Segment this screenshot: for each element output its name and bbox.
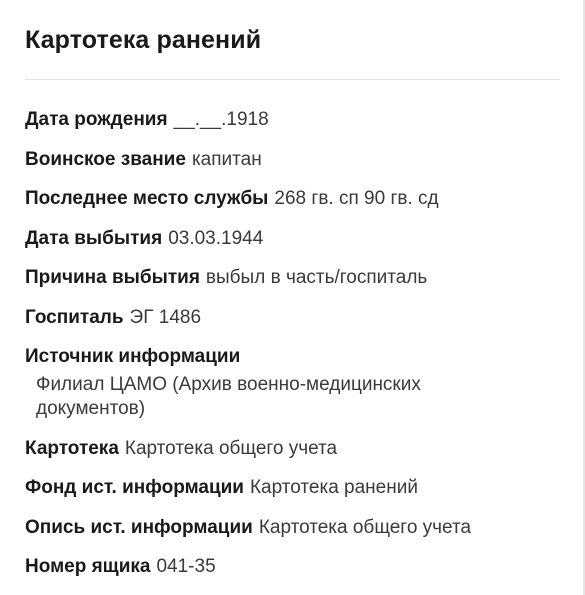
field-box-number (25, 555, 560, 579)
field-value: 041-35 (156, 556, 216, 577)
field-fund (25, 476, 560, 500)
field-value: Картотека ранений (249, 477, 418, 498)
field-label: Источник информации (25, 346, 241, 367)
field-military-rank (25, 148, 560, 172)
field-label: Опись ист. информации (25, 516, 253, 538)
field-departure-reason (25, 266, 560, 290)
field-label: Госпиталь (25, 306, 124, 328)
field-label: Причина выбытия (25, 267, 200, 288)
field-label: Номер ящика (25, 556, 151, 577)
field-label: Картотека (25, 437, 119, 459)
field-label: Дата рождения (25, 109, 168, 130)
field-card-index (25, 437, 560, 461)
field-value: Филиал ЦАМО (Архив военно-медицинских документов) (36, 374, 421, 419)
field-value: выбыл в часть/госпиталь (205, 267, 428, 288)
divider (25, 79, 560, 80)
field-label: Дата выбытия (25, 227, 163, 249)
field-list (25, 108, 560, 595)
field-label: Воинское звание (25, 148, 186, 170)
field-value: 268 гв. сп 90 гв. сд (274, 188, 439, 209)
field-departure-date (25, 227, 560, 251)
field-label: Последнее место службы (25, 188, 269, 209)
field-value: ЭГ 1486 (129, 306, 202, 328)
field-label: Фонд ист. информации (25, 477, 244, 498)
field-value: Картотека общего учета (258, 516, 472, 538)
field-hospital (25, 306, 560, 330)
field-value: Картотека общего учета (124, 437, 338, 459)
field-value: __.__.1918 (173, 109, 269, 130)
field-last-service-place (25, 187, 560, 211)
field-birth-date (25, 108, 560, 132)
field-value: 03.03.1944 (168, 227, 264, 249)
field-inventory (25, 516, 560, 540)
page-title: Картотека ранений (25, 26, 262, 54)
field-value: капитан (191, 148, 262, 170)
field-info-source (25, 345, 560, 421)
